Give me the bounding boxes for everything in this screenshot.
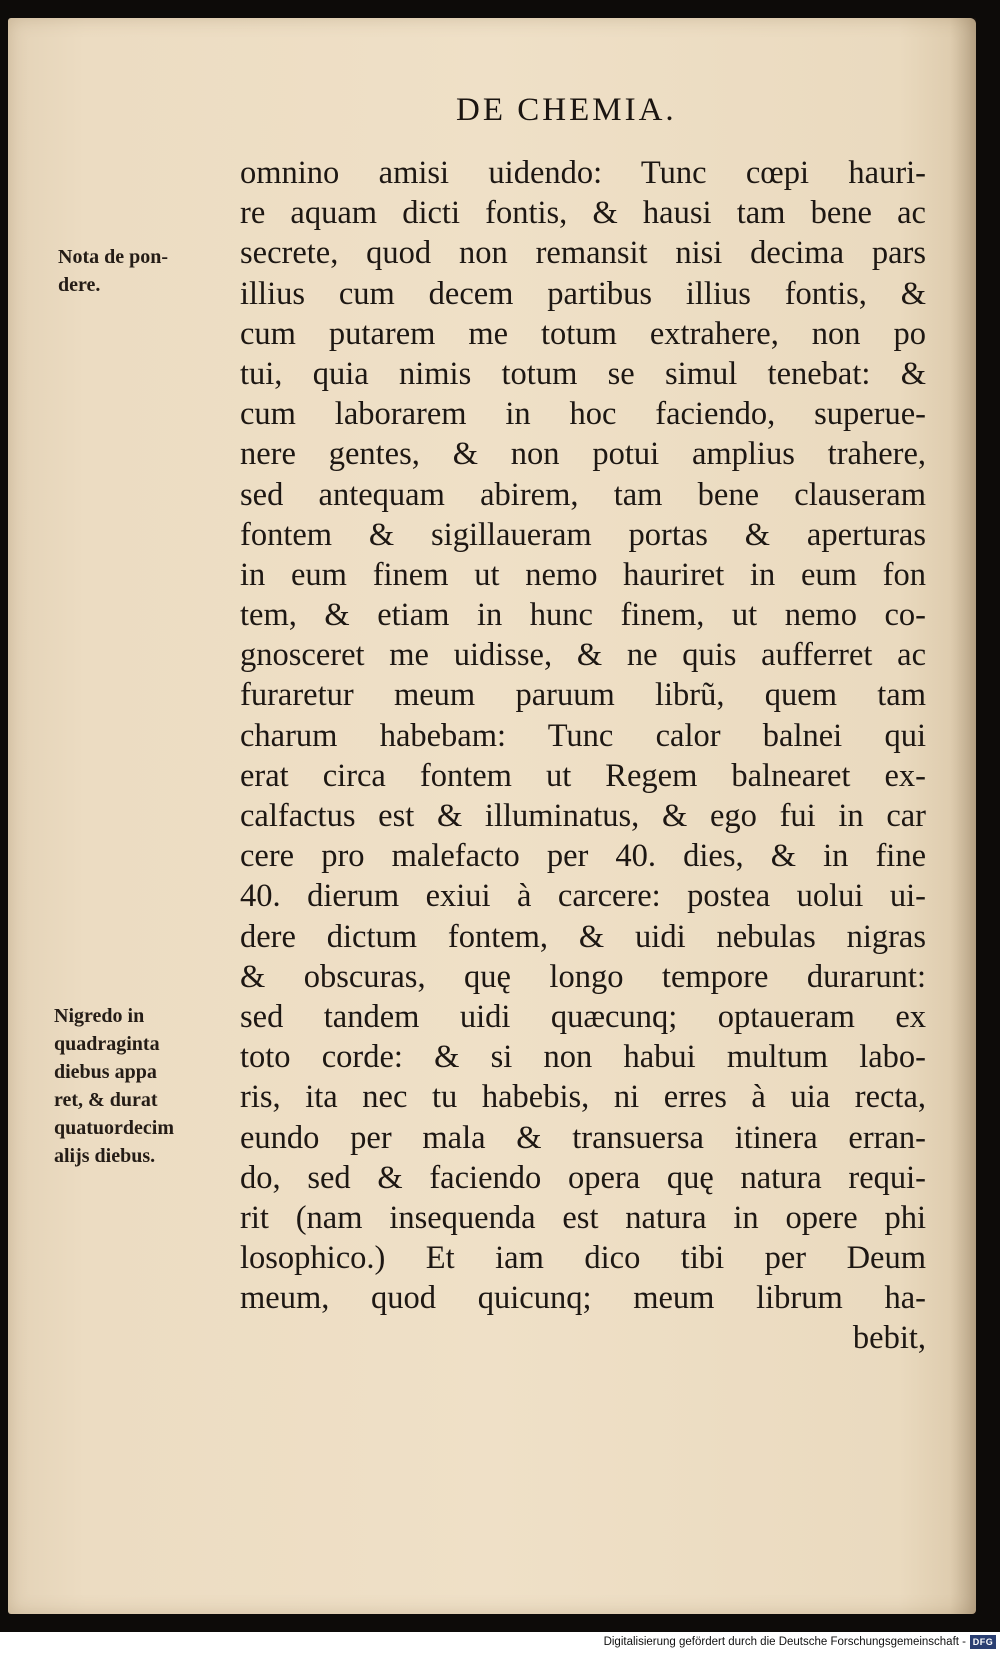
text-line: & obscuras, quę longo tempore durarunt: [240, 958, 926, 995]
margin-note-line: quadraginta [54, 1033, 160, 1055]
margin-note-nigredo [54, 1002, 174, 1170]
text-line: calfactus est & illuminatus, & ego fui in car [240, 798, 926, 834]
margin-note-line: dere. [58, 274, 101, 296]
text-line: eundo per mala & transuersa itinera erran- [240, 1119, 926, 1156]
margin-note-pondere [58, 243, 168, 299]
margin-note-line: Nigredo in [54, 1005, 145, 1027]
dfg-logo-icon: DFG [970, 1635, 996, 1649]
footer-credit: Digitalisierung gefördert durch die Deutsche Forschungsgemeinschaft - [603, 1636, 966, 1648]
text-line: re aquam dicti fontis, & hausi tam bene ac [240, 195, 926, 232]
text-line: tui, quia nimis totum se simul tenebat: & [240, 355, 926, 392]
text-line: cum putarem me totum extrahere, non po [240, 315, 926, 352]
text-line: sed antequam abirem, tam bene clauseram [240, 476, 926, 513]
margin-note-line: alijs diebus. [54, 1145, 156, 1167]
margin-note-line: ret, & durat [54, 1089, 158, 1111]
text-line: omnino amisi uidendo: Tunc cœpi hauri- [240, 155, 926, 191]
text-line: losophico.) Et iam dico tibi per Deum [240, 1240, 926, 1277]
text-line: charum habebam: Tunc calor balnei qui [240, 717, 926, 754]
text-line: sed tandem uidi quæcunq; optaueram ex [240, 998, 926, 1035]
text-line: meum, quod quicunq; meum librum ha- [240, 1280, 926, 1317]
text-line: illius cum decem partibus illius fontis, & [240, 275, 926, 312]
text-line: dere dictum fontem, & uidi nebulas nigras [240, 918, 926, 955]
margin-note-line: Nota de pon- [58, 246, 169, 268]
text-line: ris, ita nec tu habebis, ni erres à uia recta, [240, 1079, 926, 1116]
margin-note-line: quatuordecim [54, 1117, 174, 1139]
running-head: DE CHEMIA. [456, 92, 677, 128]
text-line: rit (nam insequenda est natura in opere phi [240, 1199, 926, 1236]
gutter-shadow [950, 18, 976, 1614]
catchword: bebit, [852, 1320, 926, 1357]
margin-note-line: diebus appa [54, 1061, 157, 1083]
text-line: nere gentes, & non potui amplius trahere, [240, 436, 926, 473]
text-line: furaretur meum paruum librũ, quem tam [240, 677, 926, 714]
text-line: secrete, quod non remansit nisi decima pars [240, 235, 926, 272]
text-line: tem, & etiam in hunc finem, ut nemo co- [240, 597, 926, 634]
text-line: do, sed & faciendo opera quę natura requi- [240, 1159, 926, 1196]
body-text [240, 153, 926, 1359]
text-line: toto corde: & si non habui multum labo- [240, 1039, 926, 1076]
text-line: fontem & sigillaueram portas & aperturas [240, 516, 926, 553]
text-line: 40. dierum exiui à carcere: postea uolui ui- [240, 878, 926, 915]
text-line: gnosceret me uidisse, & ne quis aufferret ac [240, 637, 926, 674]
text-line: cum laborarem in hoc faciendo, superue- [240, 396, 926, 433]
text-line: cere pro malefacto per 40. dies, & in fine [240, 838, 926, 875]
text-line: in eum finem ut nemo hauriret in eum fon [240, 556, 926, 593]
text-line: erat circa fontem ut Regem balnearet ex- [240, 757, 926, 794]
